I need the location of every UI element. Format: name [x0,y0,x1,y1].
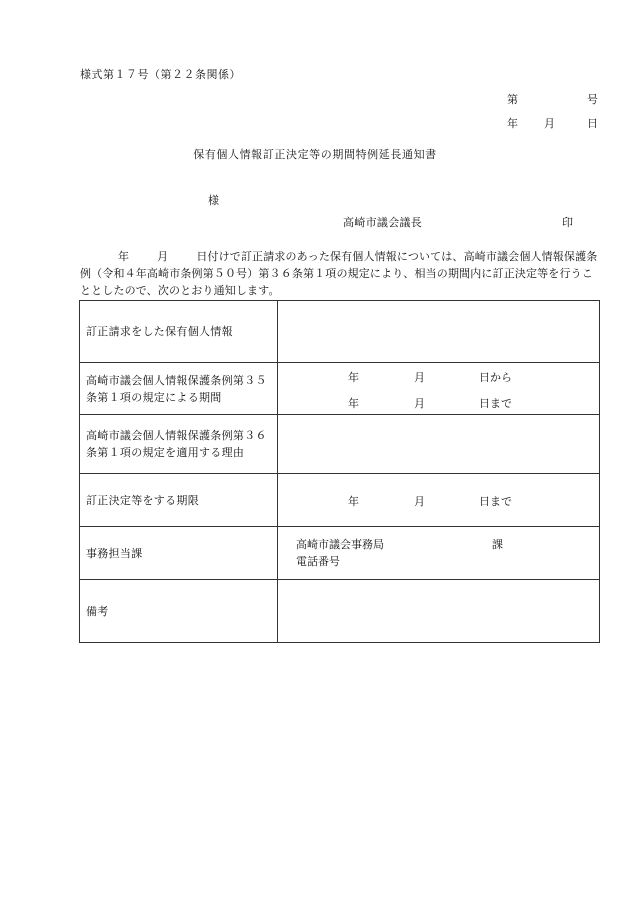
section-suffix: 課 [492,538,503,551]
row-value-info [278,301,600,363]
row-label-info: 訂正請求をした保有個人情報 [80,301,278,363]
seal-mark: 印 [562,216,573,229]
period-from-day: 日から [479,370,512,384]
body-month: 月 [157,250,169,263]
row-label-deadline: 訂正決定等をする期限 [80,474,278,527]
doc-number-prefix: 第 [507,93,518,106]
doc-number-suffix: 号 [587,93,598,106]
period-to-year: 年 [348,396,359,410]
recipient-suffix: 様 [208,194,219,207]
deadline-year: 年 [348,495,359,508]
row-label-department: 事務担当課 [80,527,278,580]
row-value-period [278,363,600,415]
phone-label: 電話番号 [296,555,340,568]
table-row [80,363,600,415]
period-to-day: 日まで [479,396,512,410]
table-row [80,474,600,527]
issue-date-year: 年 [507,117,518,130]
body-text: 日付けで訂正請求のあった保有個人情報については、高崎市議会個人情報保護条例（令和４年高崎市条例第５０号）第３６条第１項の規定により、相当の期間内に訂正決定等を行うこととしたので、次のとおり通知します。 [80,250,598,297]
period-to-month: 月 [414,396,425,410]
row-label-period: 高崎市議会個人情報保護条例第３５条第１項の規定による期間 [80,363,278,415]
issue-date-month: 月 [544,117,555,130]
row-value-deadline [278,474,600,527]
table-row [80,527,600,580]
deadline-day: 日まで [479,495,512,508]
row-label-reason: 高崎市議会個人情報保護条例第３６条第１項の規定を適用する理由 [80,415,278,474]
row-value-department [278,527,600,580]
office-name: 高崎市議会事務局 [296,538,384,551]
deadline-date [278,490,599,510]
period-from-month: 月 [414,370,425,384]
form-number: 様式第１７号（第２２条関係） [80,68,241,81]
period-to [278,392,599,412]
table-row [80,415,600,474]
period-from-year: 年 [348,370,359,384]
period-from [278,366,599,386]
notice-body [80,248,600,299]
row-label-remarks: 備考 [80,580,278,643]
issue-date-day: 日 [587,117,598,130]
deadline-month: 月 [414,495,425,508]
row-value-reason [278,415,600,474]
table-row [80,580,600,643]
issuer-name: 高崎市議会議長 [343,216,423,229]
document-title: 保有個人情報訂正決定等の期間特例延長通知書 [193,148,437,161]
row-value-remarks [278,580,600,643]
body-year: 年 [118,250,130,263]
table-row [80,301,600,363]
notice-table [79,300,600,643]
